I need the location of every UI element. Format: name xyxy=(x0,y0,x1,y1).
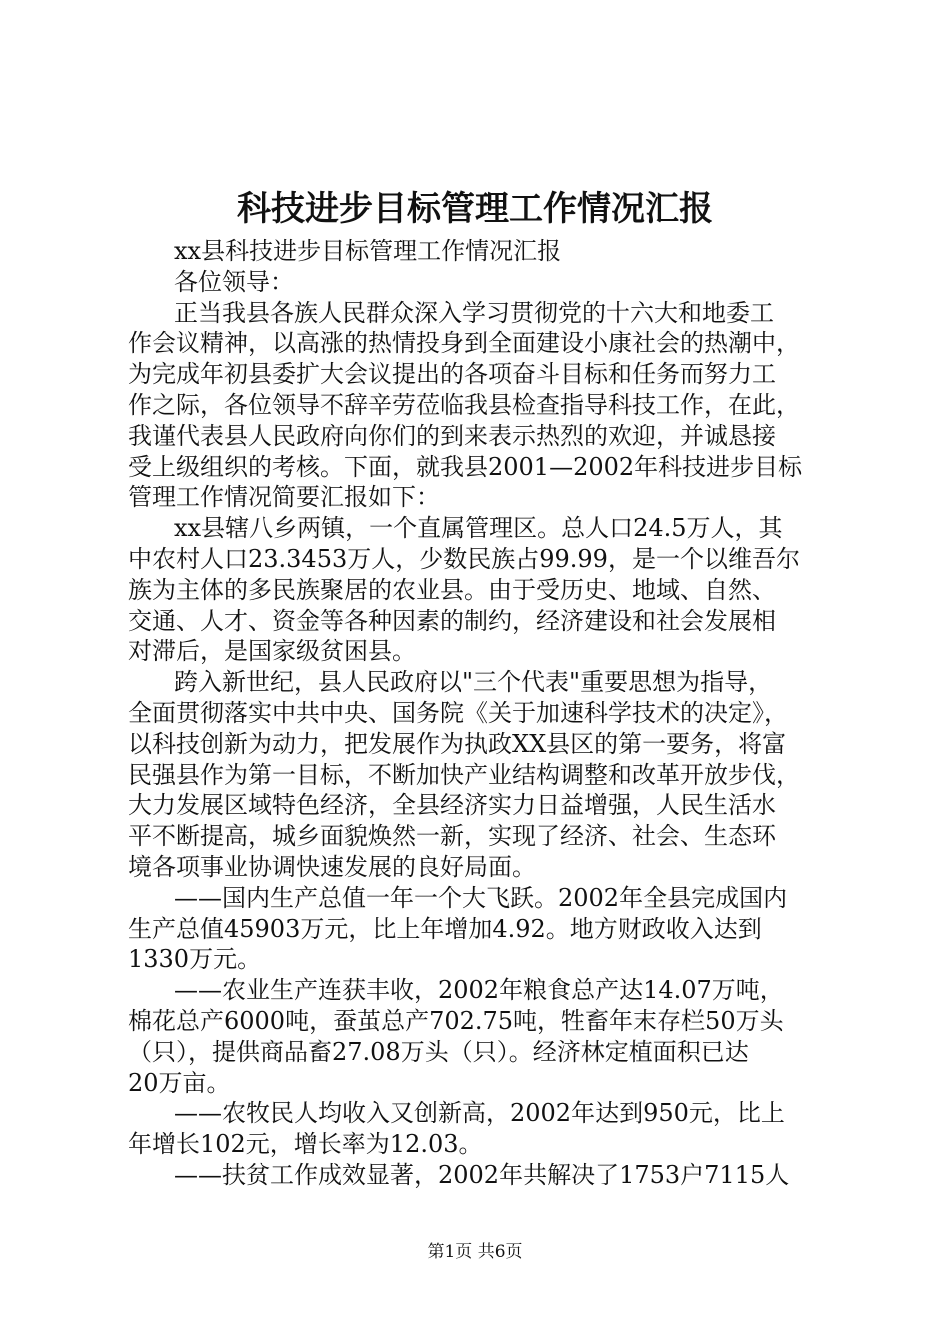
text-line: 作之际，各位领导不辞辛劳莅临我县检查指导科技工作，在此， xyxy=(128,390,800,419)
text-line: 族为主体的多民族聚居的农业县。由于受历史、地域、自然、 xyxy=(128,575,776,604)
text-line: xx县科技进步目标管理工作情况汇报 xyxy=(174,237,562,265)
text-line: 作会议精神，以高涨的热情投身到全面建设小康社会的热潮中， xyxy=(128,329,800,358)
text-line: ——农牧民人均收入又创新高，2002年达到950元，比上 xyxy=(174,1099,785,1128)
text-line: 大力发展区域特色经济，全县经济实力日益增强，人民生活水 xyxy=(128,791,776,820)
text-line: 境各项事业协调快速发展的良好局面。 xyxy=(128,852,536,881)
document-title: 科技进步目标管理工作情况汇报 xyxy=(237,189,713,229)
page-footer: 第1页 共6页 xyxy=(427,1242,523,1262)
text-line: 全面贯彻落实中共中央、国务院《关于加速科学技术的决定》， xyxy=(128,698,788,727)
text-line: 以科技创新为动力，把发展作为执政XX县区的第一要务，将富 xyxy=(128,729,787,758)
text-line: 受上级组织的考核。下面，就我县2001—2002年科技进步目标 xyxy=(128,452,803,481)
text-line: 正当我县各族人民群众深入学习贯彻党的十六大和地委工 xyxy=(174,298,774,327)
text-line: 年增长102元，增长率为12.03。 xyxy=(128,1130,483,1159)
text-line: 中农村人口23.3453万人，少数民族占99.99，是一个以维吾尔 xyxy=(128,544,800,573)
text-line: 各位领导： xyxy=(174,267,294,296)
text-line: （只），提供商品畜27.08万头（只）。经济林定植面积已达 xyxy=(128,1037,749,1066)
text-line: 20万亩。 xyxy=(128,1068,231,1097)
text-line: 对滞后，是国家级贫困县。 xyxy=(128,637,416,666)
text-line: 生产总值45903万元，比上年增加4.92。地方财政收入达到 xyxy=(128,914,762,943)
text-line: 为完成年初县委扩大会议提出的各项奋斗目标和任务而努力工 xyxy=(128,360,776,389)
text-line: ——扶贫工作成效显著，2002年共解决了1753户7115人 xyxy=(174,1160,790,1189)
text-line: 交通、人才、资金等各种因素的制约，经济建设和社会发展相 xyxy=(128,606,776,635)
text-line: 1330万元。 xyxy=(128,945,262,974)
text-line: 棉花总产6000吨，蚕茧总产702.75吨，牲畜年末存栏50万头 xyxy=(128,1006,784,1035)
text-line: xx县辖八乡两镇，一个直属管理区。总人口24.5万人，其 xyxy=(174,514,783,543)
text-line: ——农业生产连获丰收，2002年粮食总产达14.07万吨， xyxy=(174,976,784,1005)
text-line: ——国内生产总值一年一个大飞跃。2002年全县完成国内 xyxy=(174,883,788,912)
text-line: 民强县作为第一目标，不断加快产业结构调整和改革开放步伐， xyxy=(128,760,800,789)
text-line: 我谨代表县人民政府向你们的到来表示热烈的欢迎，并诚恳接 xyxy=(128,421,776,450)
text-line: 管理工作情况简要汇报如下： xyxy=(128,483,440,512)
text-line: 跨入新世纪，县人民政府以"三个代表"重要思想为指导， xyxy=(174,668,773,697)
text-line: 平不断提高，城乡面貌焕然一新，实现了经济、社会、生态环 xyxy=(128,822,776,851)
document-body xyxy=(128,236,834,1191)
